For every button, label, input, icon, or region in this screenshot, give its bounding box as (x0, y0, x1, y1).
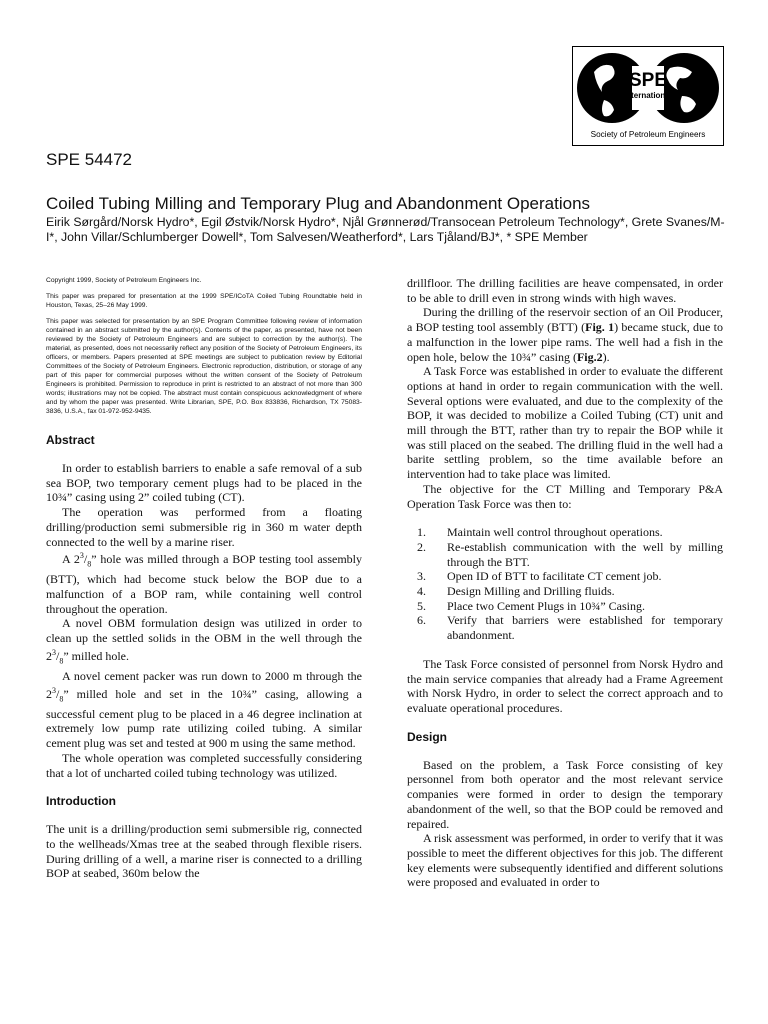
abstract-paragraph: In order to establish barriers to enable a safe removal of a sub sea BOP, two temporary cement plugs had to be placed in the 10¾” casing using 2” coiled tubing (CT). (46, 461, 362, 505)
copyright-notice: Copyright 1999, Society of Petroleum Engineers Inc. (46, 277, 202, 284)
body-paragraph: A Task Force was established in order to evaluate the different options at hand in order to regain communication with the well. Several options were evaluated, and due to the complexity of the BOP, it was decided to mobilize a Coiled Tubing (CT) unit and mill through the BTT, rather than try to repair the BOP while it was still placed on the seabed. The drilling fluid in the well had a barite settling problem, so the time available before an intervention had to take place was limited. (407, 364, 723, 482)
list-item: 2. Re-establish communication with the well by milling through the BTT. (429, 540, 723, 569)
abstract-heading: Abstract (46, 433, 95, 447)
paper-number: SPE 54472 (46, 150, 133, 169)
list-item: 5. Place two Cement Plugs in 10¾” Casing. (429, 599, 723, 614)
body-paragraph: The Task Force consisted of personnel from Norsk Hydro and the main service companies that already had a Frame Agreement with Norsk Hydro, in order to select the correct approach and to evaluate operational procedures. (407, 656, 723, 715)
figure-reference: Fig.2 (576, 349, 603, 364)
objectives-list (407, 525, 723, 643)
body-paragraph: drillfloor. The drilling facilities are heave compensated, in order to be able to drill even in strong winds with high waves. (407, 276, 723, 305)
list-item: 1. Maintain well control throughout operations. (429, 525, 723, 540)
body-paragraph: During the drilling of the reservoir section of an Oil Producer, a BOP testing tool assembly (BTT) (Fig. 1) became stuck, due to a malfunction in the lower pipe rams. The well had a fish in the open hole, below the 10¾” casing (Fig.2). (407, 305, 724, 364)
design-heading: Design (407, 729, 448, 744)
list-item: 3. Open ID of BTT to facilitate CT cement job. (429, 569, 723, 584)
abstract-paragraph: A $2^3/_8$” hole was milled through a BOP testing tool assembly (BTT), which had become stuck below the BOP due to a malfunction of a BOP ram, while containing well control throughout the operation. (46, 551, 362, 616)
list-item: 6. Verify that barriers were established for temporary abandonment. (429, 613, 723, 642)
spe-logo (572, 46, 724, 146)
design-paragraph: A risk assessment was performed, in order to verify that it was possible to meet the different objectives for this job. The different key elements were subsequently identified and different solutions were proposed and evaluated in order to (407, 831, 723, 890)
abstract-paragraph: A novel OBM formulation design was utilized in order to clean up the settled solids in the OBM in the well through the $2^3/_8$” milled hole. (46, 616, 362, 666)
selection-notice: This paper was selected for presentation by an SPE Program Committee following review of information contained in an abstract submitted by the author(s). Contents of the paper, as presented, have not been reviewed by the Society of Petroleum Engineers and are subject to correction by the author(s). The material, as presented, does not necessarily reflect any position of the Society of Petroleum Engineers, its officers, or members. Papers presented at SPE meetings are subject to publication review by Editorial Committees of the Society of Petroleum Engineers. Electronic reproduction, distribution, or storage of any part of this paper for commercial purposes without the written consent of the Society of Petroleum Engineers is prohibited. Permission to reproduce in print is restricted to an abstract of not more than 300 words; illustrations may not be copied. The abstract must contain conspicuous acknowledgment of where and by whom the paper was presented. Write Librarian, SPE, P.O. Box 833836, Richardson, TX 75083-3836, U.S.A., fax 01-972-952-9435. (46, 318, 362, 415)
right-column (407, 276, 723, 890)
figure-reference: Fig. 1 (585, 320, 615, 335)
abstract-paragraph: The whole operation was completed successfully considering that a lot of uncharted coiled tubing technology was utilized. (46, 750, 362, 780)
presentation-notice: This paper was prepared for presentation at the 1999 SPE/ICoTA Coiled Tubing Roundtable held in Houston, Texas, 25–26 May 1999. (46, 293, 362, 309)
abstract-paragraph: The operation was performed from a floating drilling/production semi submersible rig in 360 m water depth connected to the well by a marine riser. (46, 505, 362, 549)
design-paragraph: Based on the problem, a Task Force consisting of key personnel from both operator and the most relevant service companies were formed in order to design the temporary abandonment of the well, so that the BOP could be removed and repaired. (407, 757, 723, 831)
list-item: 4. Design Milling and Drilling fluids. (429, 584, 723, 599)
introduction-heading: Introduction (46, 794, 116, 809)
abstract-paragraph: A novel cement packer was run down to 2000 m through the $2^3/_8$” milled hole and set in the 10¾” casing, allowing a successful cement plug to be placed in a 46 degree inclination at extremely low pump rate utilizing coiled tubing. A similar cement plug was set and tested at 900 m using the same method. (46, 668, 362, 751)
left-column (46, 276, 362, 881)
introduction-paragraph: The unit is a drilling/production semi submersible rig, connected to the wellheads/Xmas tree at the seabed through flexible risers. During drilling of a well, a marine riser is connected to a drilling BOP at seabed, 360m below the (46, 822, 362, 881)
paper-title: Coiled Tubing Milling and Temporary Plug and Abandonment Operations (46, 194, 591, 213)
logo-caption: Society of Petroleum Engineers (590, 130, 706, 139)
body-paragraph: The objective for the CT Milling and Temporary P&A Operation Task Force was then to: (407, 481, 723, 511)
author-list: Eirik Sørgård/Norsk Hydro*, Egil Østvik/Norsk Hydro*, Njål Grønnerød/Transocean Petroleum Technology*, Grete Svanes/M-I*, John Villar/Schlumberger Dowell*, Tom Salvesen/Weatherford*, Lars Tjåland/BJ*, * SPE Member (46, 215, 725, 244)
logo-sub-text: International (623, 91, 673, 100)
logo-org-text: SPE (628, 70, 668, 91)
